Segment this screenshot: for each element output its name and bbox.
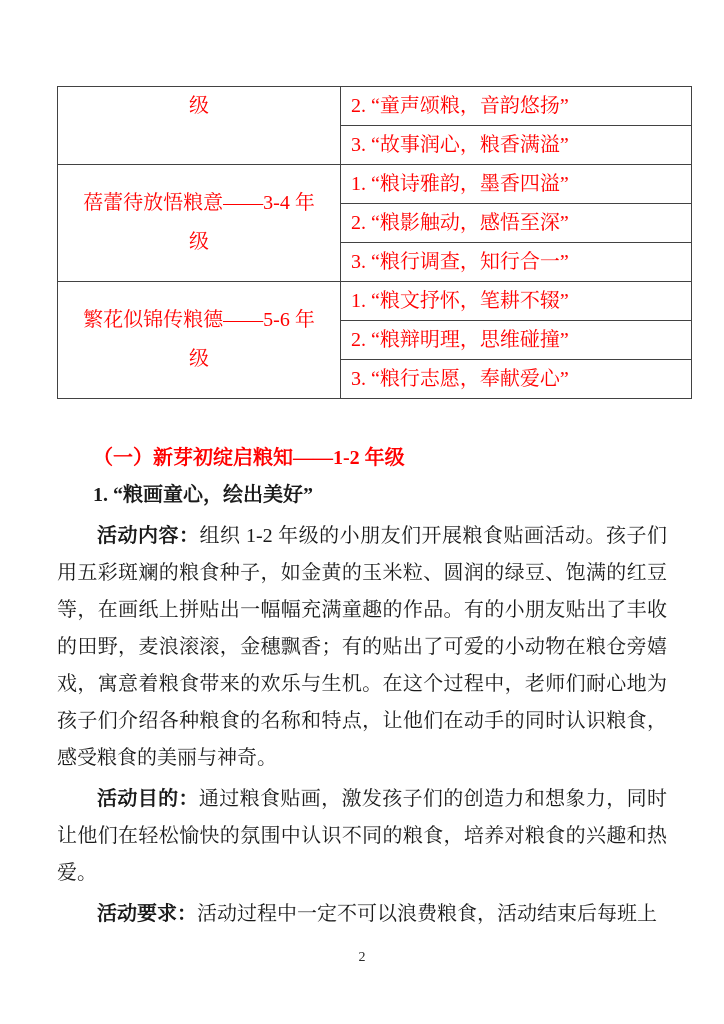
activity-cell: 3. “故事润心，粮香满溢” <box>341 126 692 165</box>
activity-cell: 3. “粮行志愿，奉献爱心” <box>341 360 692 399</box>
table-row <box>58 282 692 321</box>
activity-cell: 2. “粮辩明理，思维碰撞” <box>341 321 692 360</box>
table-row <box>58 87 692 126</box>
activity-cell: 1. “粮诗雅韵，墨香四溢” <box>341 165 692 204</box>
activity-cell: 1. “粮文抒怀，笔耕不辍” <box>341 282 692 321</box>
stage-line: 繁花似锦传粮德——5-6 年 <box>83 309 315 331</box>
stage-line: 级 <box>189 348 209 370</box>
section-heading: （一）新芽初绽启粮知——1-2 年级 <box>93 447 405 469</box>
activity-cell: 2. “童声颂粮，音韵悠扬” <box>341 87 692 126</box>
text-activity-purpose: 通过粮食贴画，激发孩子们的创造力和想象力，同时让他们在轻松愉快的氛围中认识不同的粮食，培养对粮食的兴趣和热爱。 <box>57 788 668 884</box>
label-activity-purpose: 活动目的： <box>97 788 199 810</box>
stage-line: 级 <box>189 95 209 117</box>
stage-line: 级 <box>189 231 209 253</box>
activity-cell: 2. “粮影触动，感悟至深” <box>341 204 692 243</box>
paragraph-activity-purpose <box>57 781 667 892</box>
activity-title: 1. “粮画童心，绘出美好” <box>93 484 313 506</box>
stage-cell-grade-3-4 <box>58 165 341 282</box>
activity-cell: 3. “粮行调查，知行合一” <box>341 243 692 282</box>
paragraph-activity-requirements <box>57 896 667 933</box>
stage-cell-grade-5-6 <box>58 282 341 399</box>
activities-table <box>57 86 692 399</box>
page-number: 2 <box>358 950 366 965</box>
label-activity-requirements: 活动要求： <box>97 903 197 925</box>
stage-cell-grade-1-2 <box>58 87 341 165</box>
paragraph-activity-content <box>57 518 667 777</box>
text-activity-content: 组织 1-2 年级的小朋友们开展粮食贴画活动。孩子们用五彩斑斓的粮食种子，如金黄的玉米粒、圆润的绿豆、饱满的红豆等，在画纸上拼贴出一幅幅充满童趣的作品。有的小朋友贴出了丰收的田野，麦浪滚滚，金穗飘香；有的贴出了可爱的小动物在粮仓旁嬉戏，寓意着粮食带来的欢乐与生机。在这个过程中，老师们耐心地为孩子们介绍各种粮食的名称和特点，让他们在动手的同时认识粮食，感受粮食的美丽与神奇。 <box>57 525 667 769</box>
label-activity-content: 活动内容： <box>97 525 200 547</box>
table-row <box>58 165 692 204</box>
text-activity-requirements: 活动过程中一定不可以浪费粮食，活动结束后每班上 <box>197 903 657 925</box>
stage-line: 蓓蕾待放悟粮意——3-4 年 <box>83 192 315 214</box>
